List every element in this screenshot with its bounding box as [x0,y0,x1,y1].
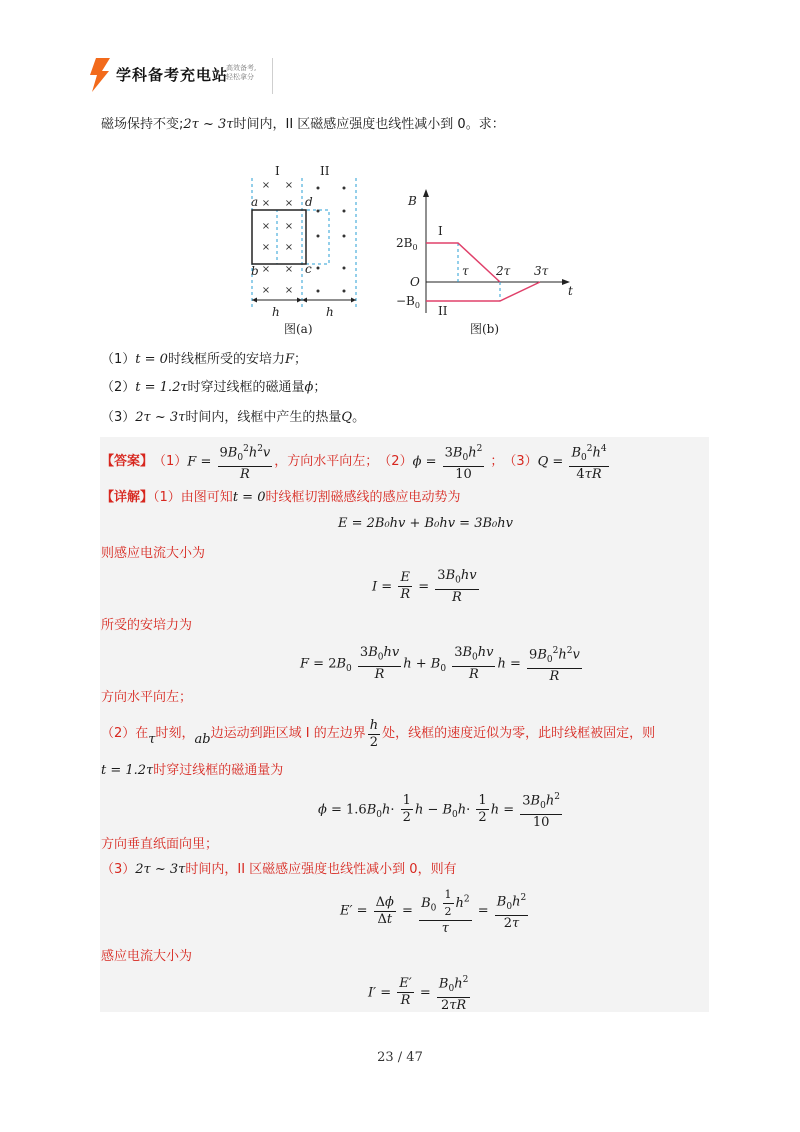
force-label: 所受的安培力为 [101,618,193,633]
region-2-label: II [320,164,330,178]
lightning-logo-icon [88,58,112,92]
corner-d-label: d [305,195,313,209]
svg-text:×: × [284,285,294,296]
solution-part-2-line-2: t = 1.2τ时穿过线框的磁通量为 [101,763,284,778]
direction-1: 方向水平向左； [101,690,193,705]
corner-b-label: b [251,264,259,278]
current-label: 则感应电流大小为 [101,546,206,561]
brand-slogan: 高效备考, 轻松拿分 [226,64,257,81]
axis-y-label: B [408,194,417,208]
equation-current-2: I′ = $\frac{E'}{R}$ = $\frac{B_0h^2}{2\tau R}$ [368,972,472,1014]
svg-text:×: × [284,198,294,209]
answer-summary: 【答案】 （1） F = $\frac{9B_0^2h^2v}{R}$ ，方向水平向左； （2） ϕ = $\frac{3B_0h^2}{10}$ ； （3） Q = $\frac{B_0^2h^4}{4\tau R}$ [101,445,611,479]
tick-2tau-label: 2τ [496,264,511,278]
svg-text:×: × [261,221,271,232]
line-ii-label: II [438,304,448,318]
equation-emf-2: E′ = $\frac{\Delta\phi}{\Delta t}$ = $B_0$ $\frac{1}{2}$ $h^2$ τ = $\frac{B_0h^2}{2\tau}$ [340,885,530,937]
svg-text:×: × [261,264,271,275]
page-number: 23 / 47 [377,1050,423,1065]
svg-text:×: × [261,285,271,296]
axis-x-label: t [568,284,573,298]
region-1-label: I [275,164,280,178]
svg-text:×: × [261,242,271,253]
equation-force: $F = 2B_0$ $\frac{3B_0hv}{R}$ $h + B_0$ $\frac{3B_0hv}{R}$ h = $\frac{9B_0^2h^2v}{R}$ [300,643,584,685]
svg-text:×: × [284,264,294,275]
brand-name: 学科备考充电站 [116,66,229,84]
header [88,56,278,96]
figure-b-graph [392,185,582,340]
figure-b-caption: 图(b) [470,322,500,336]
corner-c-label: c [305,262,312,276]
equation-current: I = $\frac{E}{R}$ = $\frac{3B_0hv}{R}$ [372,568,477,605]
solution-intro: 【详解】（1）由图可知t = 0时线框切割磁感线的感应电动势为 [101,490,461,505]
line-i-label: I [438,224,443,238]
solution-part-3: （3）2τ ~ 3τ时间内，II 区磁感应强度也线性减小到 0，则有 [101,862,457,877]
tick-tau-label: τ [462,264,469,278]
svg-text:×: × [261,180,271,191]
width-h-label-1: h [272,305,280,319]
tick-2b0-label: $2B_0$ [396,236,418,252]
corner-a-label: a [251,195,259,209]
tick-3tau-label: 3τ [534,264,549,278]
equation-emf: E = 2B₀hv + B₀hv = 3B₀hv [338,516,513,531]
svg-text:×: × [284,180,294,191]
tick-neg-b0-label: $-B_0$ [396,294,420,310]
question-1: （1）t = 0时线框所受的安培力F； [101,352,307,367]
current2-label: 感应电流大小为 [101,949,193,964]
question-3: （3）2τ ~ 3τ时间内，线框中产生的热量Q。 [101,410,366,425]
svg-text:×: × [284,221,294,232]
header-divider [272,58,273,94]
width-h-label-2: h [326,305,334,319]
figure-a [238,158,378,338]
figure-a-caption: 图(a) [284,322,313,336]
question-2: （2）t = 1.2τ时穿过线框的磁通量ϕ； [101,380,327,395]
question-intro: 磁场保持不变;2τ ~ 3τ时间内，II 区磁感应强度也线性减小到 0。求： [101,117,505,132]
svg-text:×: × [284,242,294,253]
direction-2: 方向垂直纸面向里； [101,837,219,852]
equation-flux: $\phi = 1.6B_0h\cdot$ $\frac{1}{2}$ $h - B_0h\cdot$ $\frac{1}{2}$ h = $\frac{3B_0h^2}{10}$ [318,789,564,831]
solution-part-2: （2） 在 τ 时刻， ab 边运动到距区域 I 的左边界 $\frac{h}{2}$ 处，线框的速度近似为零，此时线框被固定，则 [101,717,656,750]
origin-label: O [410,275,420,289]
svg-text:×: × [261,198,271,209]
